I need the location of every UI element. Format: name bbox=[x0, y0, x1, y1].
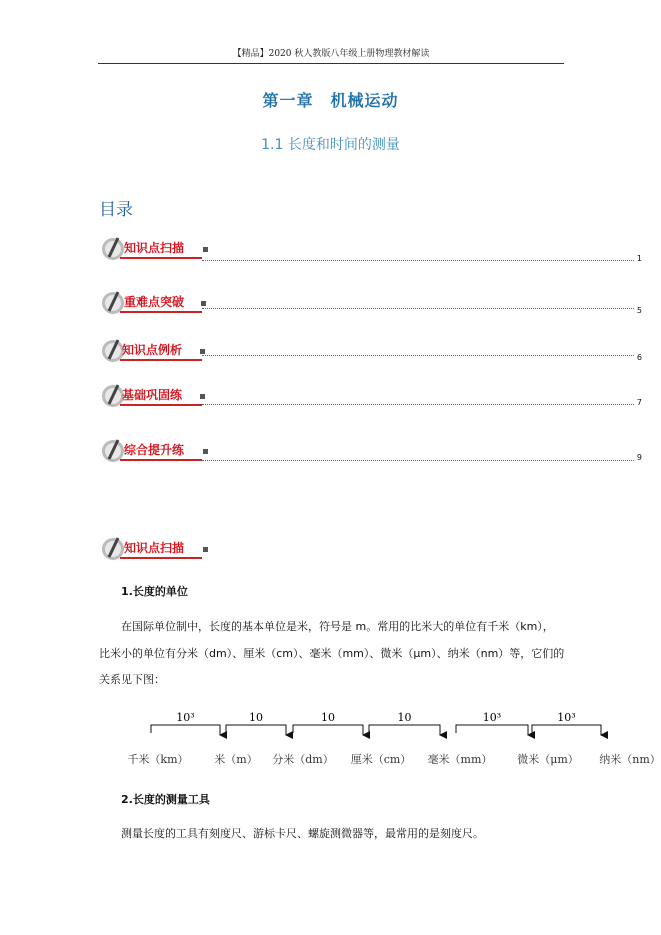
badge-underline bbox=[120, 359, 202, 361]
conversion-factor: 10³ bbox=[482, 711, 502, 724]
conversion-arrow bbox=[226, 725, 286, 735]
toc-entry-label: 综合提升练 bbox=[124, 443, 185, 457]
section-badge bbox=[100, 533, 210, 565]
conversion-factor: 10 bbox=[321, 711, 335, 724]
badge-underline bbox=[120, 404, 202, 406]
section-badge bbox=[100, 287, 210, 319]
section-badge bbox=[100, 380, 210, 412]
conversion-factor: 10³ bbox=[176, 711, 195, 724]
corner-mark bbox=[203, 547, 208, 552]
conversion-arrow bbox=[532, 725, 601, 735]
toc-page-number: 6 bbox=[636, 353, 642, 362]
unit-label: 纳米（nm） bbox=[599, 753, 661, 766]
section-badge-label: 知识点扫描 bbox=[124, 541, 185, 555]
toc-entry-label: 知识点扫描 bbox=[124, 241, 185, 255]
conversion-arrow bbox=[151, 725, 220, 735]
knowledge-scan-section-header bbox=[98, 533, 218, 573]
page-header: 【精品】2020 秋人教版八年级上册物理教材解读 bbox=[232, 49, 430, 59]
toc-leader-dots bbox=[202, 355, 634, 356]
toc-leader-dots bbox=[202, 404, 634, 405]
toc-page-number: 1 bbox=[636, 254, 642, 263]
toc-page-number: 9 bbox=[636, 453, 642, 462]
unit-conversion-diagram bbox=[118, 705, 661, 775]
toc-entry-examples[interactable] bbox=[98, 335, 644, 375]
toc-page-number: 7 bbox=[636, 398, 642, 407]
paragraph-line: 关系见下图： bbox=[99, 673, 165, 686]
corner-mark bbox=[203, 247, 208, 252]
toc-leader-dots bbox=[202, 460, 634, 461]
corner-mark bbox=[201, 301, 206, 306]
heading-measuring-tools: 2.长度的测量工具 bbox=[121, 793, 210, 806]
paragraph-line: 在国际单位制中，长度的基本单位是米，符号是 m。常用的比米大的单位有千米（km）， bbox=[121, 620, 554, 633]
badge-underline bbox=[120, 459, 202, 461]
toc-entry-knowledge-scan[interactable] bbox=[98, 233, 644, 273]
corner-mark bbox=[200, 349, 205, 354]
paragraph-line: 比米小的单位有分米（dm）、厘米（cm）、毫米（mm）、微米（μm）、纳米（nm）等，它们的 bbox=[99, 647, 565, 660]
unit-label: 厘米（cm） bbox=[350, 753, 412, 766]
section-badge bbox=[100, 233, 210, 265]
toc-entry-label: 重难点突破 bbox=[124, 295, 185, 309]
toc-heading: 目录 bbox=[99, 200, 133, 220]
toc-entry-label: 知识点例析 bbox=[122, 343, 183, 357]
conversion-factor: 10³ bbox=[557, 711, 576, 724]
unit-label: 千米（km） bbox=[127, 753, 189, 766]
chapter-title: 第一章 机械运动 bbox=[262, 91, 399, 110]
header-divider bbox=[98, 63, 564, 64]
conversion-arrow bbox=[369, 725, 440, 735]
corner-mark bbox=[203, 449, 208, 454]
toc-page-number: 5 bbox=[636, 306, 642, 315]
unit-label: 分米（dm） bbox=[272, 753, 334, 766]
badge-underline bbox=[120, 311, 202, 313]
toc-entry-label: 基础巩固练 bbox=[122, 388, 183, 402]
section-badge bbox=[100, 335, 210, 367]
toc-entry-key-points[interactable] bbox=[98, 287, 644, 327]
toc-leader-dots bbox=[202, 260, 634, 261]
heading-length-units: 1.长度的单位 bbox=[121, 585, 188, 598]
toc-entry-advanced-practice[interactable] bbox=[98, 435, 644, 475]
paragraph-line: 测量长度的工具有刻度尺、游标卡尺、螺旋测微器等，最常用的是刻度尺。 bbox=[121, 827, 484, 840]
unit-label: 毫米（mm） bbox=[427, 753, 493, 766]
badge-underline bbox=[120, 557, 202, 559]
unit-label: 米（m） bbox=[214, 753, 258, 766]
toc-leader-dots bbox=[202, 308, 634, 309]
section-badge bbox=[100, 435, 210, 467]
conversion-arrow bbox=[293, 725, 363, 735]
unit-label: 微米（μm） bbox=[517, 753, 579, 766]
section-title: 1.1 长度和时间的测量 bbox=[261, 137, 400, 153]
badge-underline bbox=[120, 257, 202, 259]
toc-entry-basic-practice[interactable] bbox=[98, 380, 644, 420]
conversion-factor: 10 bbox=[249, 711, 263, 724]
corner-mark bbox=[200, 394, 205, 399]
conversion-arrow bbox=[456, 725, 528, 735]
conversion-factor: 10 bbox=[397, 711, 412, 724]
